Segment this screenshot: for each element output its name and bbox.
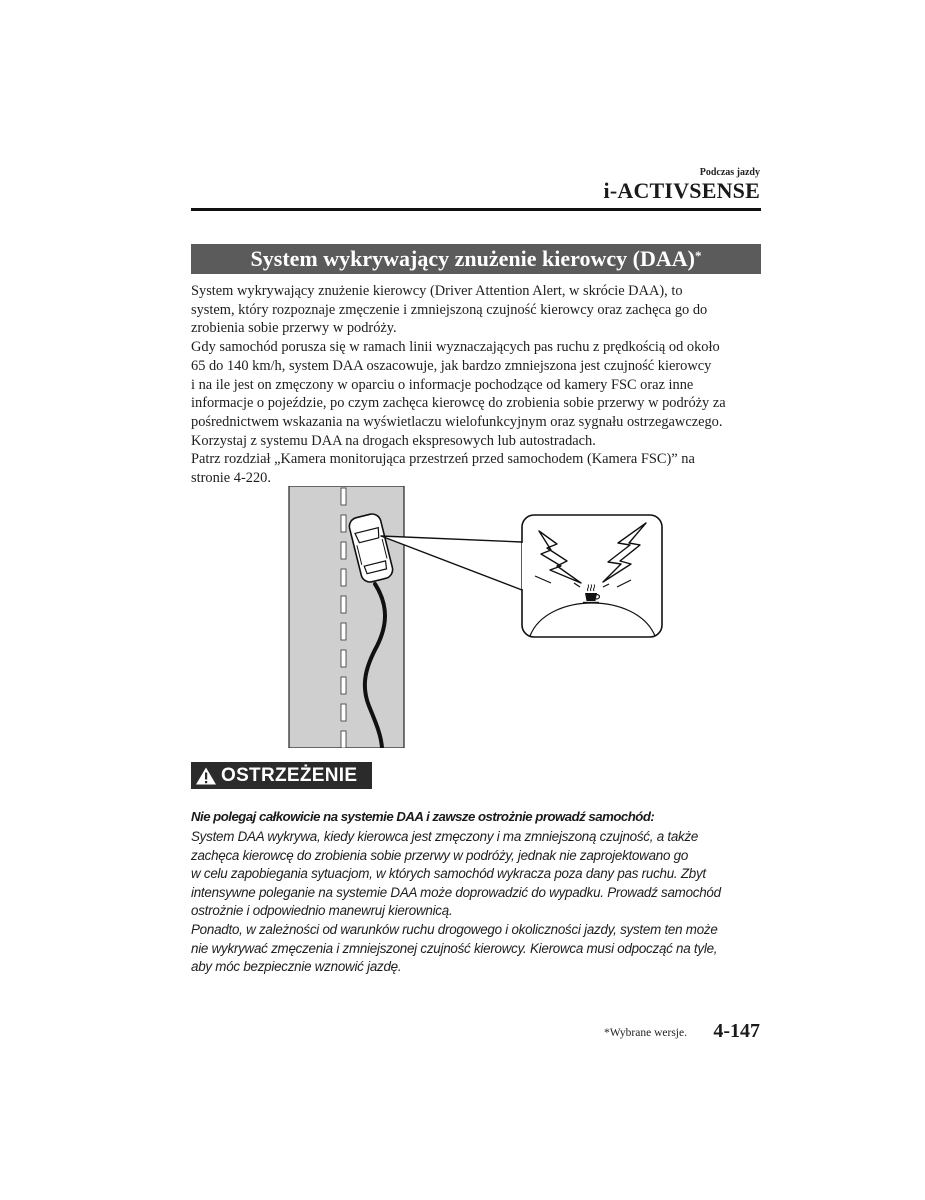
body-line: pośrednictwem wskazania na wyświetlaczu wielofunkcyjnym oraz sygnału ostrzegawczego. bbox=[191, 413, 723, 430]
topic-title-bar bbox=[191, 244, 761, 274]
optional-feature-marker: * bbox=[694, 248, 702, 263]
body-line: System wykrywający znużenie kierowcy (Driver Attention Alert, w skrócie DAA), to bbox=[191, 283, 683, 299]
section-label: Podczas jazdy bbox=[699, 167, 760, 178]
body-line: Patrz rozdział „Kamera monitorująca przestrzeń przed samochodem (Kamera FSC)” na bbox=[191, 451, 695, 468]
body-line: Korzystaj z systemu DAA na drogach ekspresowych lub autostradach. bbox=[191, 432, 596, 449]
page-number: 4-147 bbox=[713, 1020, 760, 1042]
warning-triangle-icon bbox=[191, 762, 221, 789]
body-line: Gdy samochód porusza się w ramach linii wyznaczających pas ruchu z prędkością od około bbox=[191, 339, 720, 356]
warning-line: intensywne poleganie na systemie DAA może doprowadzić do wypadku. Prowadź samochód bbox=[191, 884, 721, 900]
body-line: 65 do 140 km/h, system DAA oszacowuje, jak bardzo zmniejszona jest czujność kierowcy bbox=[191, 357, 712, 374]
body-text bbox=[191, 282, 763, 488]
warning-line: ostrożnie i odpowiednio manewruj kierownicą. bbox=[191, 903, 453, 919]
daa-illustration bbox=[285, 486, 665, 748]
warning-line: zachęca kierowcę do zrobienia sobie przerwy w podróży, jednak nie zaprojektowano go bbox=[191, 847, 689, 863]
warning-heading: Nie polegaj całkowicie na systemie DAA i zawsze ostrożnie prowadź samochód: bbox=[191, 809, 655, 824]
warning-line: System DAA wykrywa, kiedy kierowca jest zmęczony i ma zmniejszoną czujność, a także bbox=[191, 829, 699, 844]
body-line: informacje o pojeździe, po czym zachęca kierowcę do zrobienia sobie przerwy w podróży za bbox=[191, 395, 726, 412]
body-line: zrobienia sobie przerwy w podróży. bbox=[191, 320, 397, 337]
header-divider bbox=[191, 208, 761, 211]
body-line: stronie 4-220. bbox=[191, 470, 271, 487]
warning-line: Ponadto, w zależności od warunków ruchu drogowego i okoliczności jazdy, system ten może bbox=[191, 921, 718, 937]
section-title: i-ACTIVSENSE bbox=[603, 178, 760, 203]
warning-text bbox=[191, 828, 771, 977]
topic-title: System wykrywający znużenie kierowcy (DAA) bbox=[250, 246, 695, 271]
body-line: i na ile jest on zmęczony w oparciu o informacje pochodzące od kamery FSC oraz inne bbox=[191, 376, 694, 393]
footnote: *Wybrane wersje. bbox=[604, 1027, 687, 1039]
warning-line: w celu zapobiegania sytuacjom, w których samochód wykracza poza dany pas ruchu. Zbyt bbox=[191, 866, 706, 882]
warning-banner bbox=[191, 762, 372, 789]
warning-line: aby móc bezpiecznie wznowić jazdę. bbox=[191, 959, 402, 975]
warning-line: nie wykrywać zmęczenia i zmniejszonej czujność kierowcy. Kierowca musi odpocząć na tyle, bbox=[191, 940, 718, 956]
warning-label: OSTRZEŻENIE bbox=[221, 764, 358, 786]
body-line: system, który rozpoznaje zmęczenie i zmniejszoną czujność kierowcy oraz zachęca go do bbox=[191, 301, 708, 318]
